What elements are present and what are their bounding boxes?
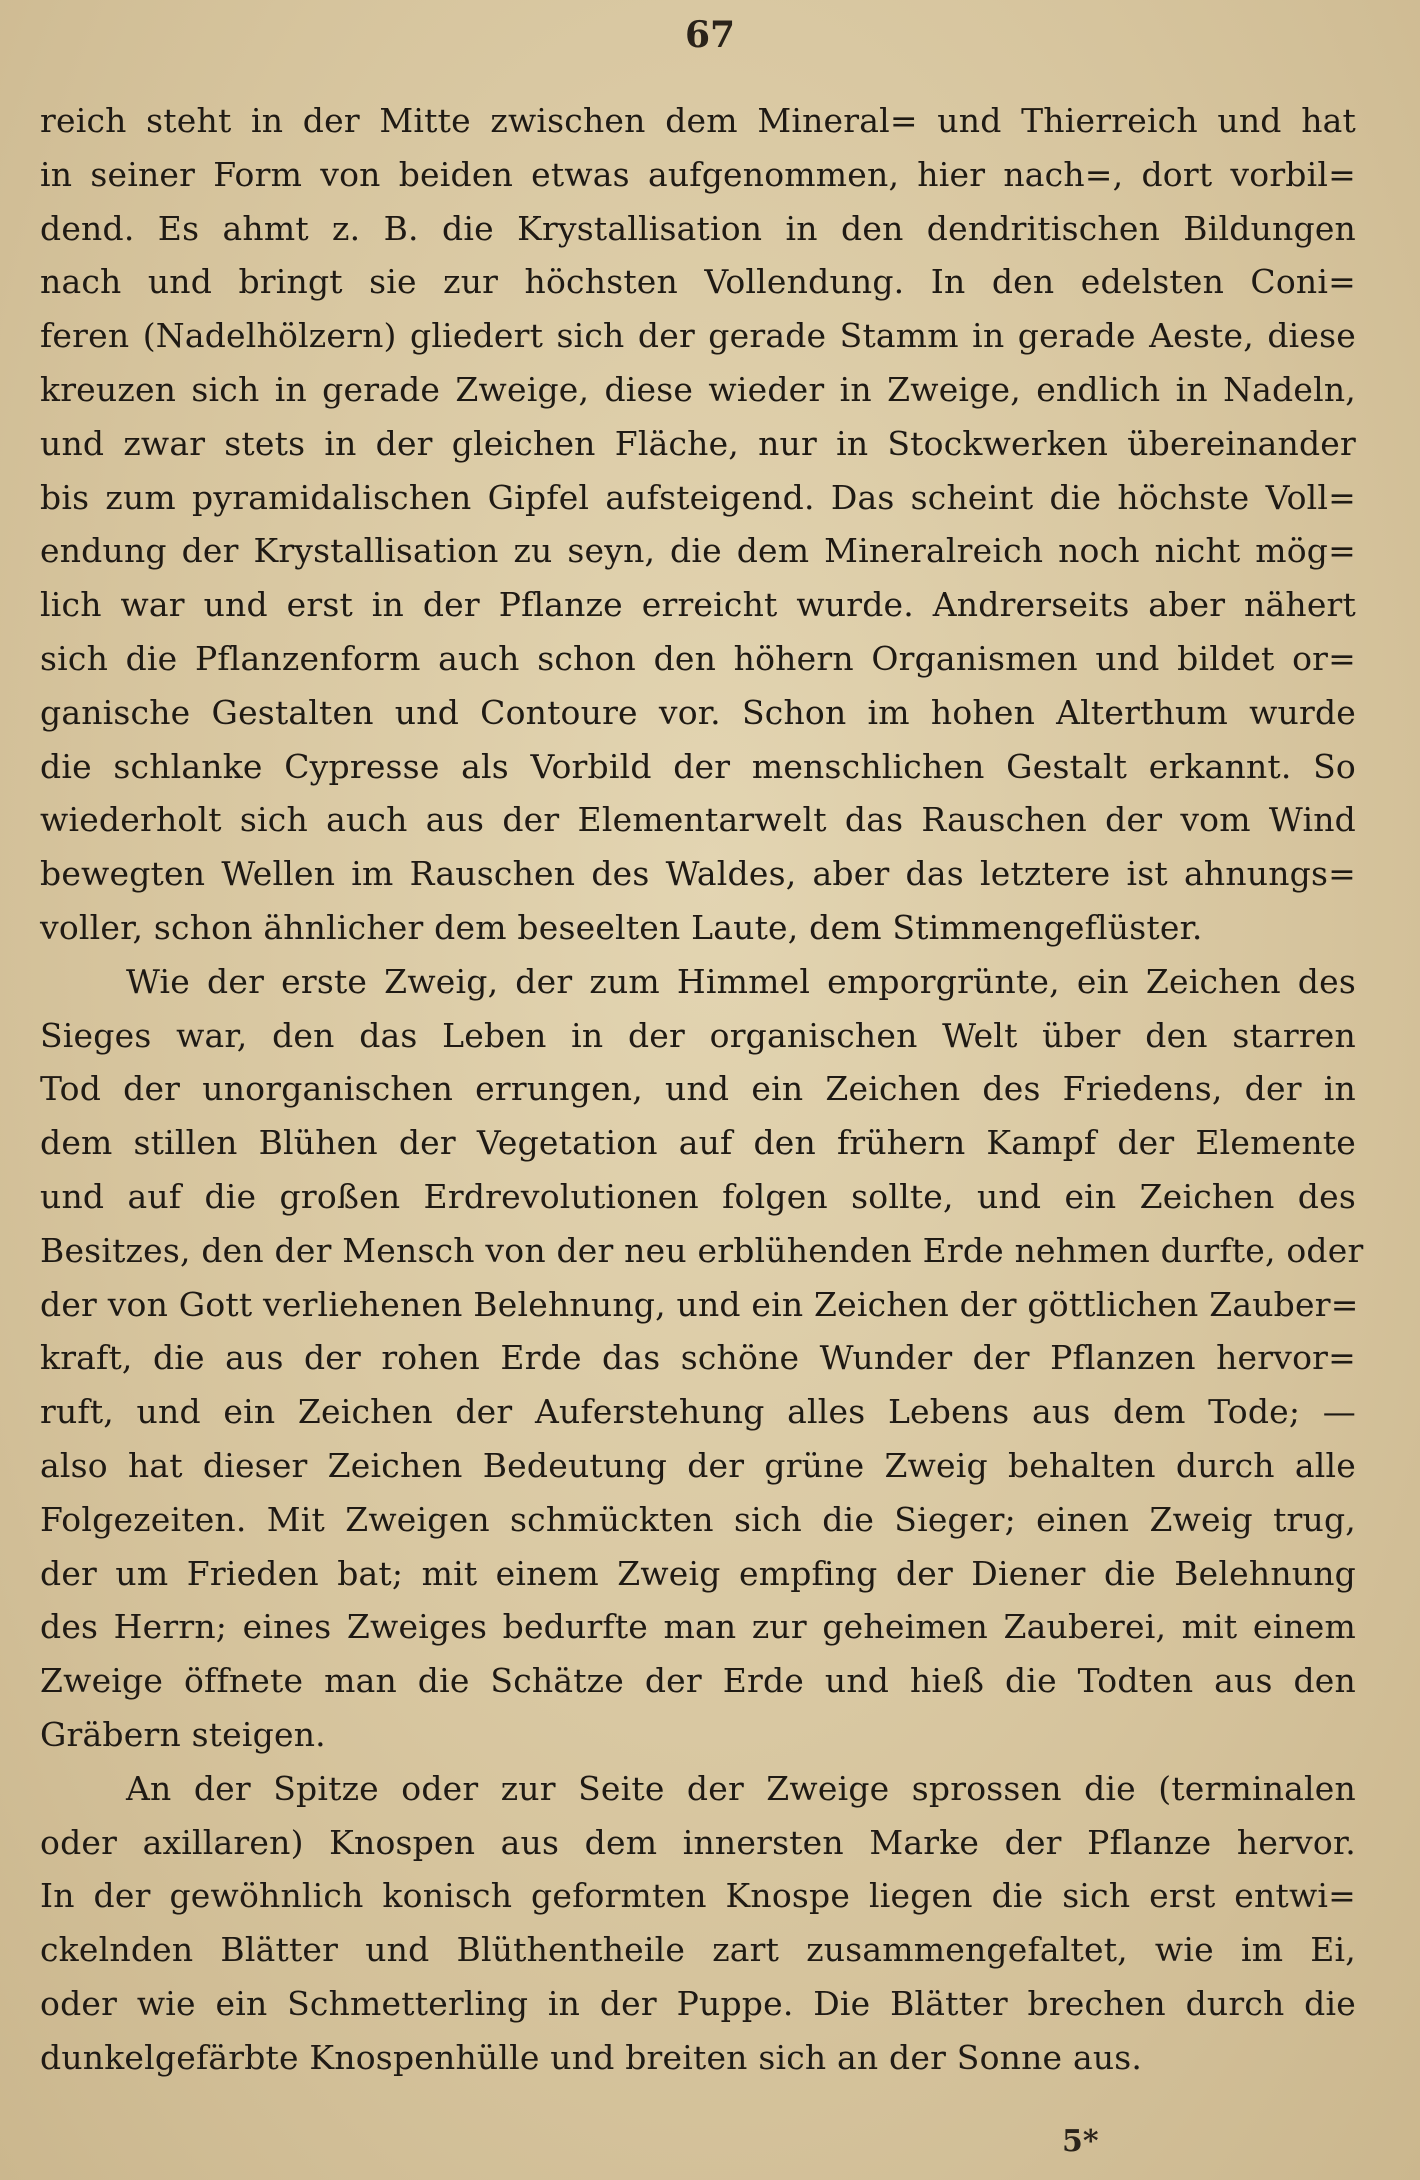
text-line: ganische Gestalten und Contoure vor. Schon im hohen Alterthum wurde — [40, 692, 1356, 732]
text-line: oder axillaren) Knospen aus dem innersten Marke der Pflanze hervor. — [40, 1822, 1356, 1862]
signature-mark: 5* — [1062, 2124, 1099, 2159]
text-line: dem stillen Blühen der Vegetation auf den frühern Kampf der Elemente — [40, 1123, 1356, 1163]
text-line: nach und bringt sie zur höchsten Vollendung. In den edelsten Coni= — [40, 262, 1356, 302]
page-number: 67 — [684, 14, 736, 56]
text-line: und auf die großen Erdrevolutionen folgen sollte, und ein Zeichen des — [40, 1176, 1356, 1216]
text-line: kraft, die aus der rohen Erde das schöne Wunder der Pflanzen hervor= — [40, 1338, 1356, 1378]
text-line: feren (Nadelhölzern) gliedert sich der gerade Stamm in gerade Aeste, diese — [40, 316, 1356, 356]
paragraph-start: An der Spitze oder zur Seite der Zweige sprossen die (terminalen — [126, 1768, 1356, 1808]
text-line: bis zum pyramidalischen Gipfel aufsteigend. Das scheint die höchste Voll= — [40, 477, 1356, 517]
text-line: also hat dieser Zeichen Bedeutung der grüne Zweig behalten durch alle — [40, 1445, 1356, 1485]
text-line: ckelnden Blätter und Blüthentheile zart zusammengefaltet, wie im Ei, — [40, 1930, 1356, 1970]
text-line: Zweige öffnete man die Schätze der Erde und hieß die Todten aus den — [40, 1661, 1356, 1701]
text-line: oder wie ein Schmetterling in der Puppe. Die Blätter brechen durch die — [40, 1983, 1356, 2023]
text-line: und zwar stets in der gleichen Fläche, nur in Stockwerken übereinander — [40, 423, 1356, 463]
text-line: wiederholt sich auch aus der Elementarwelt das Rauschen der vom Wind — [40, 800, 1356, 840]
text-line: kreuzen sich in gerade Zweige, diese wieder in Zweige, endlich in Nadeln, — [40, 369, 1356, 409]
text-line: In der gewöhnlich konisch geformten Knospe liegen die sich erst entwi= — [40, 1876, 1356, 1916]
text-line: Gräbern steigen. — [40, 1714, 326, 1754]
text-line: der von Gott verliehenen Belehnung, und ein Zeichen der göttlichen Zauber= — [40, 1284, 1359, 1324]
text-line: dend. Es ahmt z. B. die Krystallisation in den dendritischen Bildungen — [40, 208, 1356, 248]
text-line: reich steht in der Mitte zwischen dem Mineral= und Thierreich und hat — [40, 101, 1356, 140]
text-line: endung der Krystallisation zu seyn, die dem Mineralreich noch nicht mög= — [40, 531, 1356, 571]
text-line: Folgezeiten. Mit Zweigen schmückten sich die Sieger; einen Zweig trug, — [40, 1499, 1356, 1539]
text-line: ruft, und ein Zeichen der Auferstehung alles Lebens aus dem Tode; — — [40, 1392, 1356, 1432]
text-line: der um Frieden bat; mit einem Zweig empfing der Diener die Belehnung — [40, 1553, 1356, 1593]
text-line: voller, schon ähnlicher dem beseelten Laute, dem Stimmengeflüster. — [40, 907, 1203, 947]
text-line: Besitzes, den der Mensch von der neu erblühenden Erde nehmen durfte, oder — [40, 1230, 1364, 1270]
text-line: die schlanke Cypresse als Vorbild der menschlichen Gestalt erkannt. So — [40, 746, 1356, 786]
text-line: lich war und erst in der Pflanze erreicht wurde. Andrerseits aber nähert — [40, 585, 1356, 625]
text-line: des Herrn; eines Zweiges bedurfte man zur geheimen Zauberei, mit einem — [40, 1607, 1356, 1647]
text-line: Tod der unorganischen errungen, und ein Zeichen des Friedens, der in — [40, 1069, 1356, 1109]
text-line: bewegten Wellen im Rauschen des Waldes, aber das letztere ist ahnungs= — [40, 854, 1356, 894]
body-text — [40, 94, 1364, 2084]
text-line: in seiner Form von beiden etwas aufgenommen, hier nach=, dort vorbil= — [40, 154, 1356, 194]
text-line: dunkelgefärbte Knospenhülle und breiten sich an der Sonne aus. — [40, 2037, 1143, 2077]
text-line: Sieges war, den das Leben in der organischen Welt über den starren — [40, 1015, 1356, 1055]
text-line: sich die Pflanzenform auch schon den höhern Organismen und bildet or= — [40, 638, 1356, 678]
paragraph-start: Wie der erste Zweig, der zum Himmel emporgrünte, ein Zeichen des — [126, 961, 1356, 1001]
